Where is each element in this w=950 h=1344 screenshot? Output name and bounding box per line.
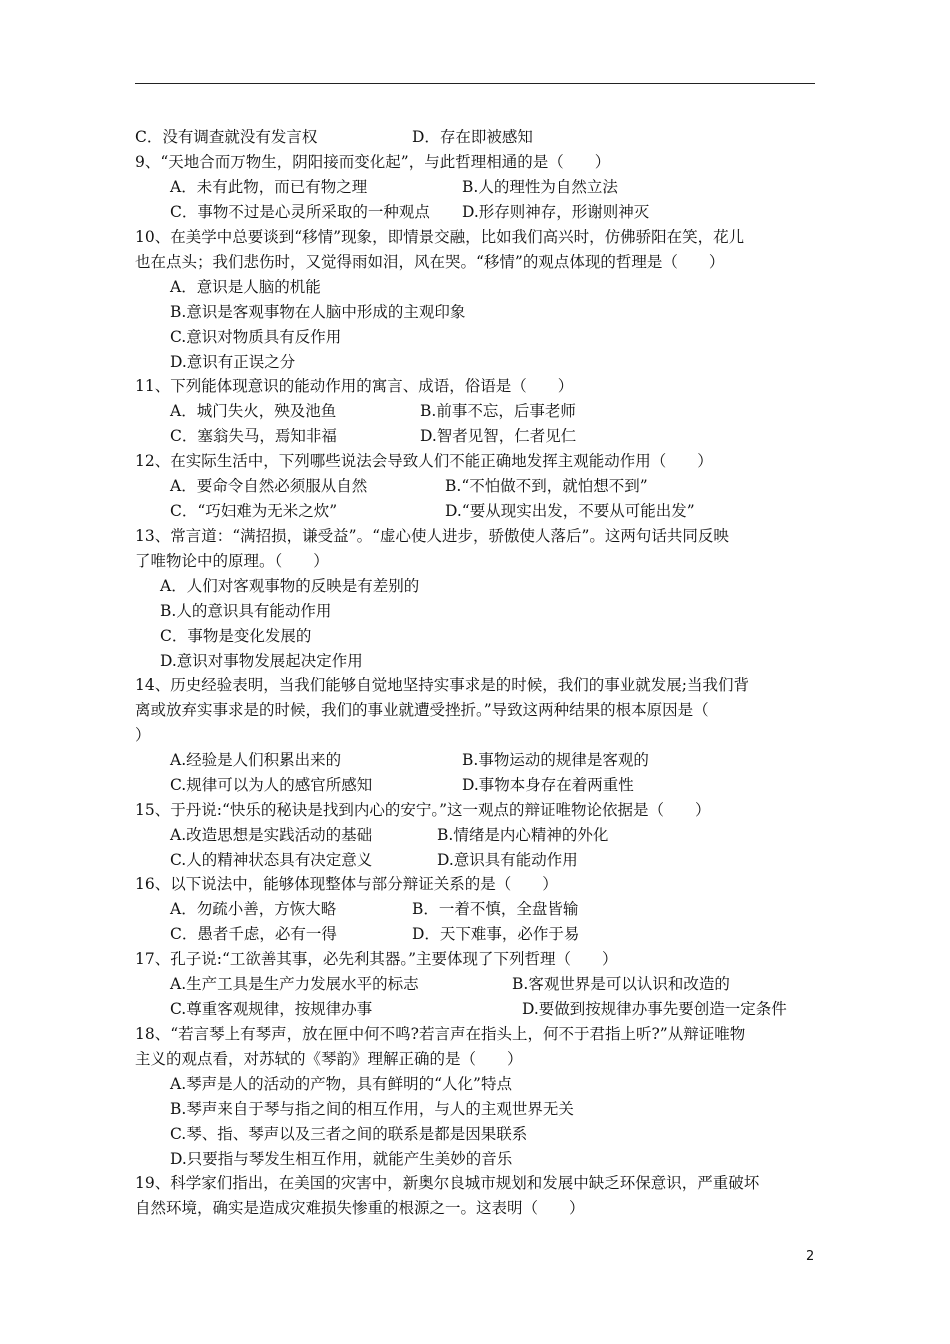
q13-option-d: D.意识对事物发展起决定作用 (160, 652, 363, 670)
q18-option-a: A.琴声是人的活动的产物，具有鲜明的“人化”特点 (170, 1075, 512, 1093)
q10-option-c: C.意识对物质具有反作用 (170, 328, 342, 346)
q9-option-c: C．事物不过是心灵所采取的一种观点 (170, 203, 430, 221)
q15-option-a: A.改造思想是实践活动的基础 (170, 826, 373, 844)
q14-option-c: C.规律可以为人的感官所感知 (170, 776, 373, 794)
q16-stem: 16、以下说法中，能够体现整体与部分辩证关系的是（ ） (135, 875, 558, 893)
q17-stem: 17、孔子说:“工欲善其事，必先利其器。”主要体现了下列哲理（ ） (135, 950, 618, 968)
q14-stem-line3: ） (135, 726, 151, 744)
q9-option-a: A．未有此物，而已有物之理 (170, 178, 368, 196)
q16-option-b: B．一着不慎，全盘皆输 (412, 900, 579, 918)
q12-stem: 12、在实际生活中，下列哪些说法会导致人们不能正确地发挥主观能动作用（ ） (135, 452, 713, 470)
q15-option-b: B.情绪是内心精神的外化 (437, 826, 609, 844)
q16-option-a: A．勿疏小善，方恢大略 (170, 900, 337, 918)
q11-option-a: A．城门失火，殃及池鱼 (170, 402, 337, 420)
q8-option-d: D．存在即被感知 (412, 128, 533, 146)
q14-stem-line1: 14、历史经验表明，当我们能够自觉地坚持实事求是的时候，我们的事业就发展;当我们背 (135, 676, 749, 694)
header-rule (135, 83, 815, 84)
q9-option-b: B.人的理性为自然立法 (462, 178, 618, 196)
q9-stem: 9、“天地合而万物生，阴阳接而变化起”，与此哲理相通的是（ ） (135, 153, 611, 171)
q10-stem-line1: 10、在美学中总要谈到“移情”现象，即情景交融，比如我们高兴时，仿佛骄阳在笑，花儿 (135, 228, 745, 246)
q9-option-d: D.形存则神存，形谢则神灭 (462, 203, 650, 221)
q10-option-d: D.意识有正误之分 (170, 353, 296, 371)
q13-stem-line1: 13、常言道：“满招损，谦受益”。“虚心使人进步，骄傲使人落后”。这两句话共同反映 (135, 527, 729, 545)
q17-option-c: C.尊重客观规律，按规律办事 (170, 1000, 373, 1018)
q8-option-c: C．没有调查就没有发言权 (135, 128, 318, 146)
q14-option-b: B.事物运动的规律是客观的 (462, 751, 649, 769)
q14-option-a: A.经验是人们积累出来的 (170, 751, 342, 769)
q12-option-b: B.“不怕做不到，就怕想不到” (445, 477, 648, 495)
q10-stem-line2: 也在点头；我们悲伤时，又觉得雨如泪，风在哭。“移情”的观点体现的哲理是（ ） (135, 253, 725, 271)
q16-option-d: D．天下难事，必作于易 (412, 925, 580, 943)
q12-option-a: A．要命令自然必须服从自然 (170, 477, 368, 495)
q17-option-a: A.生产工具是生产力发展水平的标志 (170, 975, 419, 993)
q10-option-a: A．意识是人脑的机能 (170, 278, 321, 296)
q18-option-c: C.琴、指、琴声以及三者之间的联系是都是因果联系 (170, 1125, 528, 1143)
q18-option-d: D.只要指与琴发生相互作用，就能产生美妙的音乐 (170, 1150, 513, 1168)
q18-stem-line1: 18、“若言琴上有琴声，放在匣中何不鸣?若言声在指头上，何不于君指上听?”从辩证唯物 (135, 1025, 746, 1043)
q19-stem-line2: 自然环境，确实是造成灾难损失惨重的根源之一。这表明（ ） (135, 1199, 585, 1217)
q12-option-d: D.“要从现实出发，不要从可能出发” (445, 502, 695, 520)
q12-option-c: C．“巧妇难为无米之炊” (170, 502, 338, 520)
q18-stem-line2: 主义的观点看，对苏轼的《琴韵》理解正确的是（ ） (135, 1050, 523, 1068)
q14-stem-line2: 离或放弃实事求是的时候，我们的事业就遭受挫折。”导致这两种结果的根本原因是（ (135, 701, 709, 719)
q18-option-b: B.琴声来自于琴与指之间的相互作用，与人的主观世界无关 (170, 1100, 574, 1118)
q14-option-d: D.事物本身存在着两重性 (462, 776, 634, 794)
q15-stem: 15、于丹说:“快乐的秘诀是找到内心的安宁。”这一观点的辩证唯物论依据是（ ） (135, 801, 711, 819)
q13-stem-line2: 了唯物论中的原理。（ ） (135, 552, 329, 570)
q13-option-a: A．人们对客观事物的反映是有差别的 (160, 577, 420, 595)
q11-option-b: B.前事不忘，后事老师 (420, 402, 576, 420)
q13-option-b: B.人的意识具有能动作用 (160, 602, 332, 620)
q15-option-d: D.意识具有能动作用 (437, 851, 578, 869)
q11-stem: 11、下列能体现意识的能动作用的寓言、成语，俗语是（ ） (135, 377, 574, 395)
q17-option-d: D.要做到按规律办事先要创造一定条件 (522, 1000, 787, 1018)
q11-option-c: C．塞翁失马，焉知非福 (170, 427, 337, 445)
q11-option-d: D.智者见智，仁者见仁 (420, 427, 577, 445)
page-number: 2 (806, 1249, 815, 1264)
q13-option-c: C．事物是变化发展的 (160, 627, 312, 645)
q19-stem-line1: 19、科学家们指出，在美国的灾害中，新奥尔良城市规划和发展中缺乏环保意识，严重破坏 (135, 1174, 760, 1192)
q16-option-c: C．愚者千虑，必有一得 (170, 925, 337, 943)
q10-option-b: B.意识是客观事物在人脑中形成的主观印象 (170, 303, 466, 321)
q15-option-c: C.人的精神状态具有决定意义 (170, 851, 373, 869)
q17-option-b: B.客观世界是可以认识和改造的 (512, 975, 730, 993)
